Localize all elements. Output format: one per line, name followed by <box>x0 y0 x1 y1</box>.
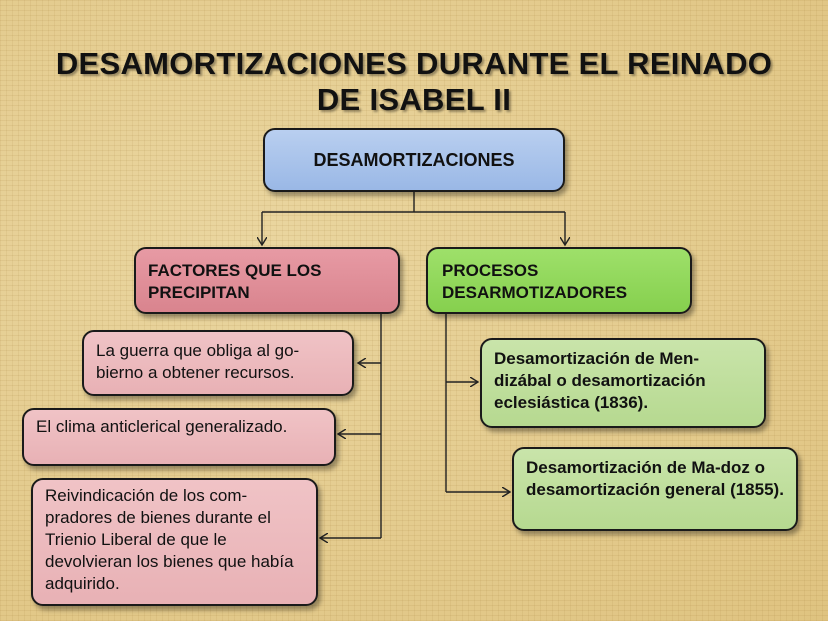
factor-item-2-text: El clima anticlerical generalizado. <box>36 417 288 436</box>
procesos-label: PROCESOS DESARMOTIZADORES <box>442 261 628 302</box>
node-procesos <box>426 247 692 314</box>
proceso-item-1-text: Desamortización de Men-dizábal o desamortización eclesiástica (1836). <box>494 349 706 412</box>
proceso-item-madoz <box>512 447 798 531</box>
factor-item-3-text: Reivindicación de los com-pradores de bienes durante el Trienio Liberal de que le devolvieran los bienes que había adquirido. <box>45 486 294 593</box>
factor-item-reivindicacion <box>31 478 318 606</box>
title-line-1: DESAMORTIZACIONES DURANTE EL REINADO <box>55 46 773 81</box>
proceso-item-2-text: Desamortización de Ma-doz o desamortización general (1855). <box>526 458 784 499</box>
factores-label: FACTORES QUE LOS PRECIPITAN <box>148 261 322 302</box>
root-node-label: DESAMORTIZACIONES <box>313 150 515 170</box>
proceso-item-mendizabal <box>480 338 766 428</box>
title-line-2: DE ISABEL II <box>316 82 512 117</box>
factor-item-guerra <box>82 330 354 396</box>
factor-item-clima <box>22 408 336 466</box>
root-node-desamortizaciones <box>263 128 565 192</box>
factor-item-1-text: La guerra que obliga al go-bierno a obtener recursos. <box>96 341 300 382</box>
node-factores <box>134 247 400 314</box>
